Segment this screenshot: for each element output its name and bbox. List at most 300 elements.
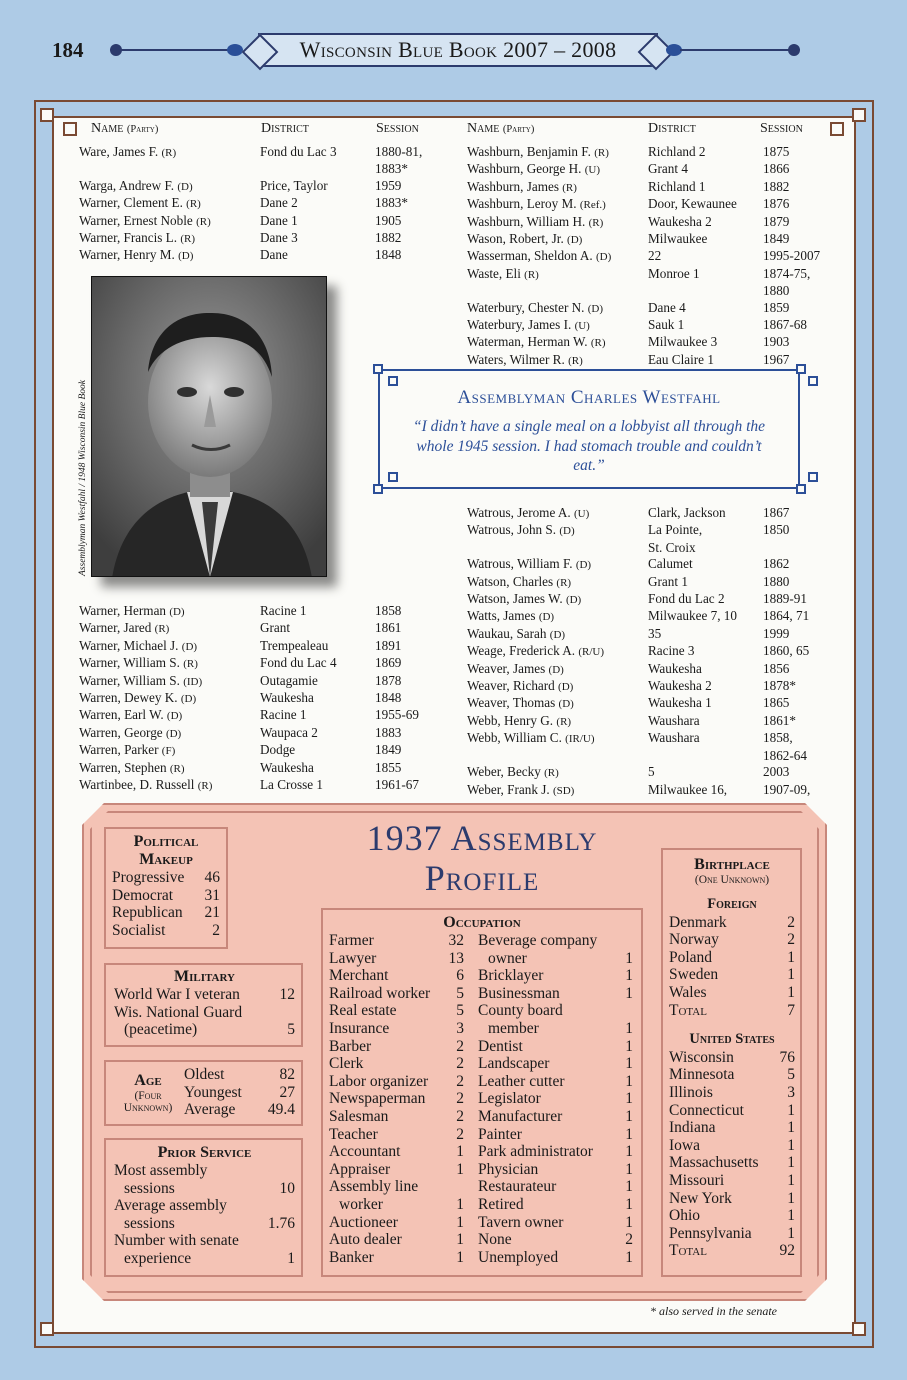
member-session: 1858 [375,603,402,618]
list-item: Indiana 1 [669,1119,795,1137]
member-name: Warner, Henry M. (D) [79,247,194,263]
list-item: Unemployed 1 [478,1248,633,1266]
member-session: 1867-68 [763,317,807,333]
list-item: owner 1 [488,949,633,967]
table-row [79,690,443,707]
foreign-total: Total 7 [669,1001,795,1019]
member-session: 1880-81, [375,144,423,159]
table-row [79,707,443,724]
list-item: Connecticut 1 [669,1101,795,1119]
list-item: Accountant 1 [329,1143,464,1161]
member-district: Waushara [648,730,700,746]
member-session: 1861 [375,620,402,636]
occupation-column-2 [478,932,633,1266]
member-district: Dodge [260,742,296,758]
member-district: Waukesha 2 [648,678,712,694]
list-item: Pennsylvania 1 [669,1224,795,1242]
list-item: Denmark 2 [669,913,795,931]
page-number: 184 [52,38,84,62]
member-district: Calumet [648,556,693,572]
age-heading: Age (Four Unknown) [123,1072,173,1114]
profile-title: 1937 Assembly Profile [366,818,598,898]
portrait-photo [91,276,327,577]
member-district [648,748,763,764]
left-column-top [79,144,443,265]
age-box [104,1060,303,1126]
member-name: Washburn, Leroy M. (Ref.) [467,196,606,212]
list-item: Railroad worker 5 [329,984,464,1002]
member-session: 1860, 65 [763,643,810,659]
header-rule-right [680,49,792,51]
member-session: 1856 [763,660,790,676]
member-session: 1961-67 [375,777,419,793]
table-row [467,214,833,231]
quote-corner [796,484,806,494]
member-name: Ware, James F. (R) [79,144,177,159]
member-name: Waterbury, Chester N. (D) [467,299,604,315]
member-session: 1889-91 [763,591,807,607]
us-total: Total 92 [669,1242,795,1260]
list-item: New York 1 [669,1189,795,1207]
list-item: Illinois 3 [669,1083,795,1101]
list-item: experience 1 [124,1249,295,1267]
member-session: 1869 [375,655,402,671]
table-row [467,608,833,625]
member-session: 1905 [375,212,402,228]
quote-title: Assemblyman Charles Westfahl [457,387,721,408]
header-district-left: District [261,121,309,136]
member-name: Weber, Frank J. (SD) [467,781,575,797]
member-name: Washburn, George H. (U) [467,161,601,177]
member-session: 1891 [375,637,402,653]
member-district: Milwaukee 7, 10 [648,608,737,624]
quote-corner [388,376,398,386]
member-session: 1874-75, [763,265,811,281]
quote-text: “I didn’t have a single meal on a lobbyist all through the whole 1945 session. I had stomach trouble and couldn’t eat.” [412,418,766,474]
header-rule-left [120,49,230,51]
member-name: Warner, Francis L. (R) [79,230,195,246]
member-district: La Crosse 1 [260,777,323,793]
member-name: Warner, Michael J. (D) [79,637,198,653]
header-ornament-left-blue [227,44,243,56]
member-session: 1850 [763,522,790,538]
member-name: Warren, Earl W. (D) [79,707,183,723]
member-district: Waukesha [648,660,702,676]
header-district-right: District [648,121,696,136]
list-item: Dentist 1 [478,1037,633,1055]
table-row [467,730,833,747]
table-row [467,713,833,730]
member-district: Door, Kewaunee [648,196,737,212]
prior-service-list [114,1162,295,1268]
list-item: Teacher 2 [329,1125,464,1143]
list-item: Banker 1 [329,1248,464,1266]
table-row [467,643,833,660]
list-item: Landscaper 1 [478,1055,633,1073]
member-session: 1999 [763,625,790,641]
member-session: 1867 [763,505,790,520]
member-name: Waterbury, James I. (U) [467,317,590,333]
list-item: Socialist 2 [112,921,220,939]
header-name-right: Name (Party) [467,121,535,136]
list-item: Salesman 2 [329,1107,464,1125]
member-name: Warner, Jared (R) [79,620,170,636]
quote-corner [808,376,818,386]
list-item: Leather cutter 1 [478,1072,633,1090]
member-name: Wartinbee, D. Russell (R) [79,777,213,793]
member-district: Grant 1 [648,573,688,589]
member-district: St. Croix [648,539,696,555]
member-session: 1883* [375,161,408,177]
table-row [79,230,443,247]
member-name: Webb, Henry G. (R) [467,712,572,728]
member-session: 1879 [763,213,790,229]
member-session [763,540,833,556]
table-row [79,777,443,794]
member-name [467,748,648,764]
member-name: Warren, Dewey K. (D) [79,690,197,706]
member-name: Watson, Charles (R) [467,573,572,589]
member-name: Weaver, James (D) [467,660,564,676]
member-district: Monroe 1 [648,265,700,281]
list-item: worker 1 [339,1195,464,1213]
table-row [467,334,833,351]
member-name: Warren, Parker (F) [79,742,176,758]
member-session: 1859 [763,299,790,315]
member-session: 1967 [763,351,790,367]
member-district: Racine 3 [648,643,695,659]
frame-corner [852,1322,866,1336]
list-item: Auctioneer 1 [329,1213,464,1231]
foreign-list [669,914,795,1002]
military-list [114,986,295,1039]
member-session: 1876 [763,196,790,212]
frame-corner [830,122,844,136]
list-item: Farmer 32 [329,932,464,949]
member-name: Warner, Clement E. (R) [79,195,201,211]
list-item: Wales 1 [669,983,795,1001]
list-item: Average assembly [114,1197,227,1215]
member-district: 22 [648,248,662,264]
list-item: sessions 10 [124,1179,295,1197]
member-name: Washburn, William H. (R) [467,213,604,229]
member-session: 1878* [763,678,796,694]
list-item: sessions 1.76 [124,1214,295,1232]
member-session: 1865 [763,695,790,711]
member-district: La Pointe, [648,522,703,538]
political-makeup-box: Political Makeup Progressive 46 Democrat 31 Republican 21 Socialist 2 [104,827,228,949]
member-district: Milwaukee 3 [648,334,718,350]
member-name: Wasserman, Sheldon A. (D) [467,248,612,264]
table-row [79,655,443,672]
list-item: Assembly line [329,1178,419,1196]
member-session: 1882 [763,178,790,194]
list-item: Iowa 1 [669,1136,795,1154]
member-name [467,283,648,299]
quote-corner [388,472,398,482]
member-district: Outagamie [260,672,318,688]
list-item: Wis. National Guard [114,1003,243,1021]
member-session: 1862-64 [763,747,807,763]
portrait-illustration [92,277,327,577]
list-item: Insurance 3 [329,1019,464,1037]
table-row [467,574,833,591]
member-district: Dane 2 [260,195,298,211]
list-item: World War I veteran 12 [114,986,295,1003]
table-row [467,556,833,573]
member-name: Webb, William C. (IR/U) [467,730,595,746]
table-row [467,196,833,213]
member-name: Warren, George (D) [79,724,182,740]
table-row [79,213,443,230]
member-district [648,283,763,299]
list-item: Most assembly [114,1162,208,1179]
member-name: Warner, William S. (ID) [79,672,203,688]
frame-corner [63,122,77,136]
member-district: Milwaukee [648,231,708,247]
table-row [79,144,443,161]
member-district: Waupaca 2 [260,724,318,740]
member-session: 1866 [763,161,790,177]
table-row [79,673,443,690]
list-item: Auto dealer 1 [329,1231,464,1249]
political-list [112,869,220,939]
member-district: Dane [260,247,288,263]
list-item: Bricklayer 1 [478,967,633,985]
table-row [467,540,833,556]
member-name: Weaver, Thomas (D) [467,695,574,711]
member-session: 1882 [375,230,402,246]
member-district: Racine 1 [260,603,307,618]
table-row [467,748,833,764]
table-row [79,620,443,637]
list-item: Physician 1 [478,1160,633,1178]
list-item: Democrat 31 [112,886,220,904]
table-row [79,247,443,264]
footnote: * also served in the senate [650,1304,777,1318]
list-item: Ohio 1 [669,1207,795,1225]
header-session-left: Session [376,121,419,136]
member-district: 5 [648,764,655,780]
member-district: Fond du Lac 4 [260,655,337,671]
list-item: Wisconsin 76 [669,1048,795,1066]
list-item: Minnesota 5 [669,1066,795,1084]
list-item: Poland 1 [669,948,795,966]
member-district: Grant [260,620,291,636]
header-ornament-right [788,44,800,56]
list-item: Painter 1 [478,1125,633,1143]
member-district: Racine 1 [260,707,307,723]
member-name: Watrous, John S. (D) [467,522,575,538]
table-row [467,248,833,265]
table-row [467,352,833,369]
member-name: Washburn, Benjamin F. (R) [467,144,609,159]
list-item: Oldest 82 [184,1066,295,1083]
table-row [467,695,833,712]
member-session: 1883 [375,724,402,740]
table-row [467,626,833,643]
table-row [79,742,443,759]
list-item: (peacetime) 5 [124,1021,295,1039]
member-name: Waterman, Herman W. (R) [467,334,606,350]
member-session: 1875 [763,144,790,159]
list-item: County board [478,1002,563,1020]
member-session: 1878 [375,672,402,688]
member-session: 1880 [763,573,790,589]
member-session: 2003 [763,764,790,780]
header-name-left: Name (Party) [91,121,159,136]
occupation-columns [329,932,635,1266]
member-district: Waukesha [260,690,314,706]
member-name: Warner, Ernest Noble (R) [79,212,211,228]
member-district: Eau Claire 1 [648,351,714,367]
list-item: Newspaperman 2 [329,1090,464,1108]
member-session: 1955-69 [375,707,419,723]
occupation-box: Occupation Farmer 32 Lawyer 13 Merchant 6 Railroad worker 5 Real estate 5 Insurance 3 Barber 2 Clerk 2 Labor organizer 2 Newspaperman 2 Salesman 2 Teacher 2 Accountant 1 Appraiser 1 Assembly line worker 1 Auctioneer 1 Auto dealer 1 Banker 1 Beverage company owner 1 Bricklayer 1 Businessman 1 County board member 1 Dentist 1 Landscaper 1 Leather cutter 1 Legislator 1 Manufacturer 1 Painter 1 Park administrator 1 Physician 1 Restaurateur 1 Retired 1 Tavern owner 1 None 2 Unemployed 1 [321,908,643,1277]
quote-corner [796,364,806,374]
member-district: Trempealeau [260,637,329,653]
member-session: 1858, [763,730,793,746]
member-session: 1903 [763,334,790,350]
left-column-bottom [79,603,443,794]
header-session-right: Session [760,121,803,136]
member-session: 1907-09, [763,781,811,797]
list-item: Missouri 1 [669,1171,795,1189]
frame-corner [40,1322,54,1336]
list-item: Barber 2 [329,1037,464,1055]
table-row [79,195,443,212]
list-item: Appraiser 1 [329,1160,464,1178]
member-name: Weaver, Richard (D) [467,678,574,694]
member-district [260,161,375,177]
frame-corner [852,108,866,122]
list-item: Labor organizer 2 [329,1072,464,1090]
member-district: Waushara [648,712,700,728]
list-item: Sweden 1 [669,966,795,984]
member-district: Waukesha 2 [648,213,712,229]
birthplace-box: Birthplace (One Unknown) Foreign Denmark 2 Norway 2 Poland 1 Sweden 1 Wales 1 Total 7 United States Wisconsin 76 Minnesota 5 Illinois 3 Connecticut 1 Indiana 1 Iowa 1 Massachusetts 1 Missouri 1 New York 1 Ohio 1 Pennsylvania 1 Total 92 [661,848,802,1277]
member-district: Clark, Jackson [648,505,726,520]
member-session: 1880 [763,283,790,299]
table-row [467,161,833,178]
table-row [79,725,443,742]
member-session: 1995-2007 [763,248,821,264]
member-session: 1848 [375,247,402,263]
table-row [79,603,443,620]
table-row [467,661,833,678]
table-row [467,231,833,248]
list-item: Lawyer 13 [329,949,464,967]
table-row [467,144,833,161]
list-item: Manufacturer 1 [478,1107,633,1125]
table-row [467,283,833,299]
member-name: Washburn, James (R) [467,178,577,194]
member-session: 1849 [375,742,402,758]
member-session: 1883* [375,195,408,211]
member-name: Waukau, Sarah (D) [467,625,566,641]
table-row [467,522,833,539]
member-district: Fond du Lac 3 [260,144,337,159]
member-district: Dane 1 [260,212,298,228]
member-district: Dane 3 [260,230,298,246]
quote-corner [373,364,383,374]
right-column-bottom [467,505,833,799]
list-item: Average 49.4 [184,1101,295,1119]
member-district: 35 [648,625,662,641]
member-name: Warga, Andrew F. (D) [79,177,193,193]
member-district: Price, Taylor [260,177,328,193]
table-row [79,760,443,777]
list-item: Retired 1 [478,1195,633,1213]
table-row [467,266,833,283]
member-name: Weage, Frederick A. (R/U) [467,643,605,659]
quote-box [378,369,800,489]
list-item: Youngest 27 [184,1083,295,1101]
member-district: Waukesha [260,759,314,775]
member-name: Watts, James (D) [467,608,555,624]
table-row [467,591,833,608]
quote-corner [373,484,383,494]
right-column-top [467,144,833,369]
table-row [79,638,443,655]
member-name: Waste, Eli (R) [467,265,539,281]
table-row [467,317,833,334]
list-item: Merchant 6 [329,967,464,985]
running-header [258,33,658,67]
member-name: Weber, Becky (R) [467,764,559,780]
member-name: Watrous, Jerome A. (U) [467,505,590,520]
table-row [79,161,443,177]
member-session: 1855 [375,759,402,775]
military-box: Military World War I veteran 12 Wis. National Guard (peacetime) 5 [104,963,303,1047]
member-session: 1864, 71 [763,608,810,624]
member-session: 1848 [375,690,402,706]
member-district: Sauk 1 [648,317,685,333]
table-row [467,678,833,695]
prior-service-box: Prior Service Most assembly sessions 10 Average assembly sessions 1.76 Number with senate experience 1 [104,1138,303,1277]
member-name: Warner, Herman (D) [79,603,185,618]
member-district: Milwaukee 16, [648,781,728,797]
list-item: None 2 [478,1231,633,1249]
list-item: Legislator 1 [478,1090,633,1108]
member-district: Fond du Lac 2 [648,591,725,607]
list-item: Businessman 1 [478,984,633,1002]
list-item: Progressive 46 [112,869,220,886]
member-name [467,540,648,556]
member-session: 1862 [763,556,790,572]
table-row [467,505,833,522]
list-item: Beverage company [478,932,598,949]
quote-corner [808,472,818,482]
member-name: Warren, Stephen (R) [79,759,185,775]
table-row [79,178,443,195]
us-list [669,1049,795,1243]
member-district: Grant 4 [648,161,688,177]
member-name: Warner, William S. (R) [79,655,198,671]
list-item: Restaurateur 1 [478,1178,633,1196]
member-district: Dane 4 [648,299,686,315]
member-district: Richland 1 [648,178,706,194]
list-item: Massachusetts 1 [669,1154,795,1172]
list-item: member 1 [488,1019,633,1037]
member-district: Richland 2 [648,144,706,159]
age-list [184,1066,295,1120]
member-name: Watson, James W. (D) [467,591,582,607]
table-row [467,300,833,317]
frame-corner [40,108,54,122]
list-item: Clerk 2 [329,1055,464,1073]
photo-credit: Assemblyman Westfahl / 1948 Wisconsin Blue Book [78,380,88,576]
